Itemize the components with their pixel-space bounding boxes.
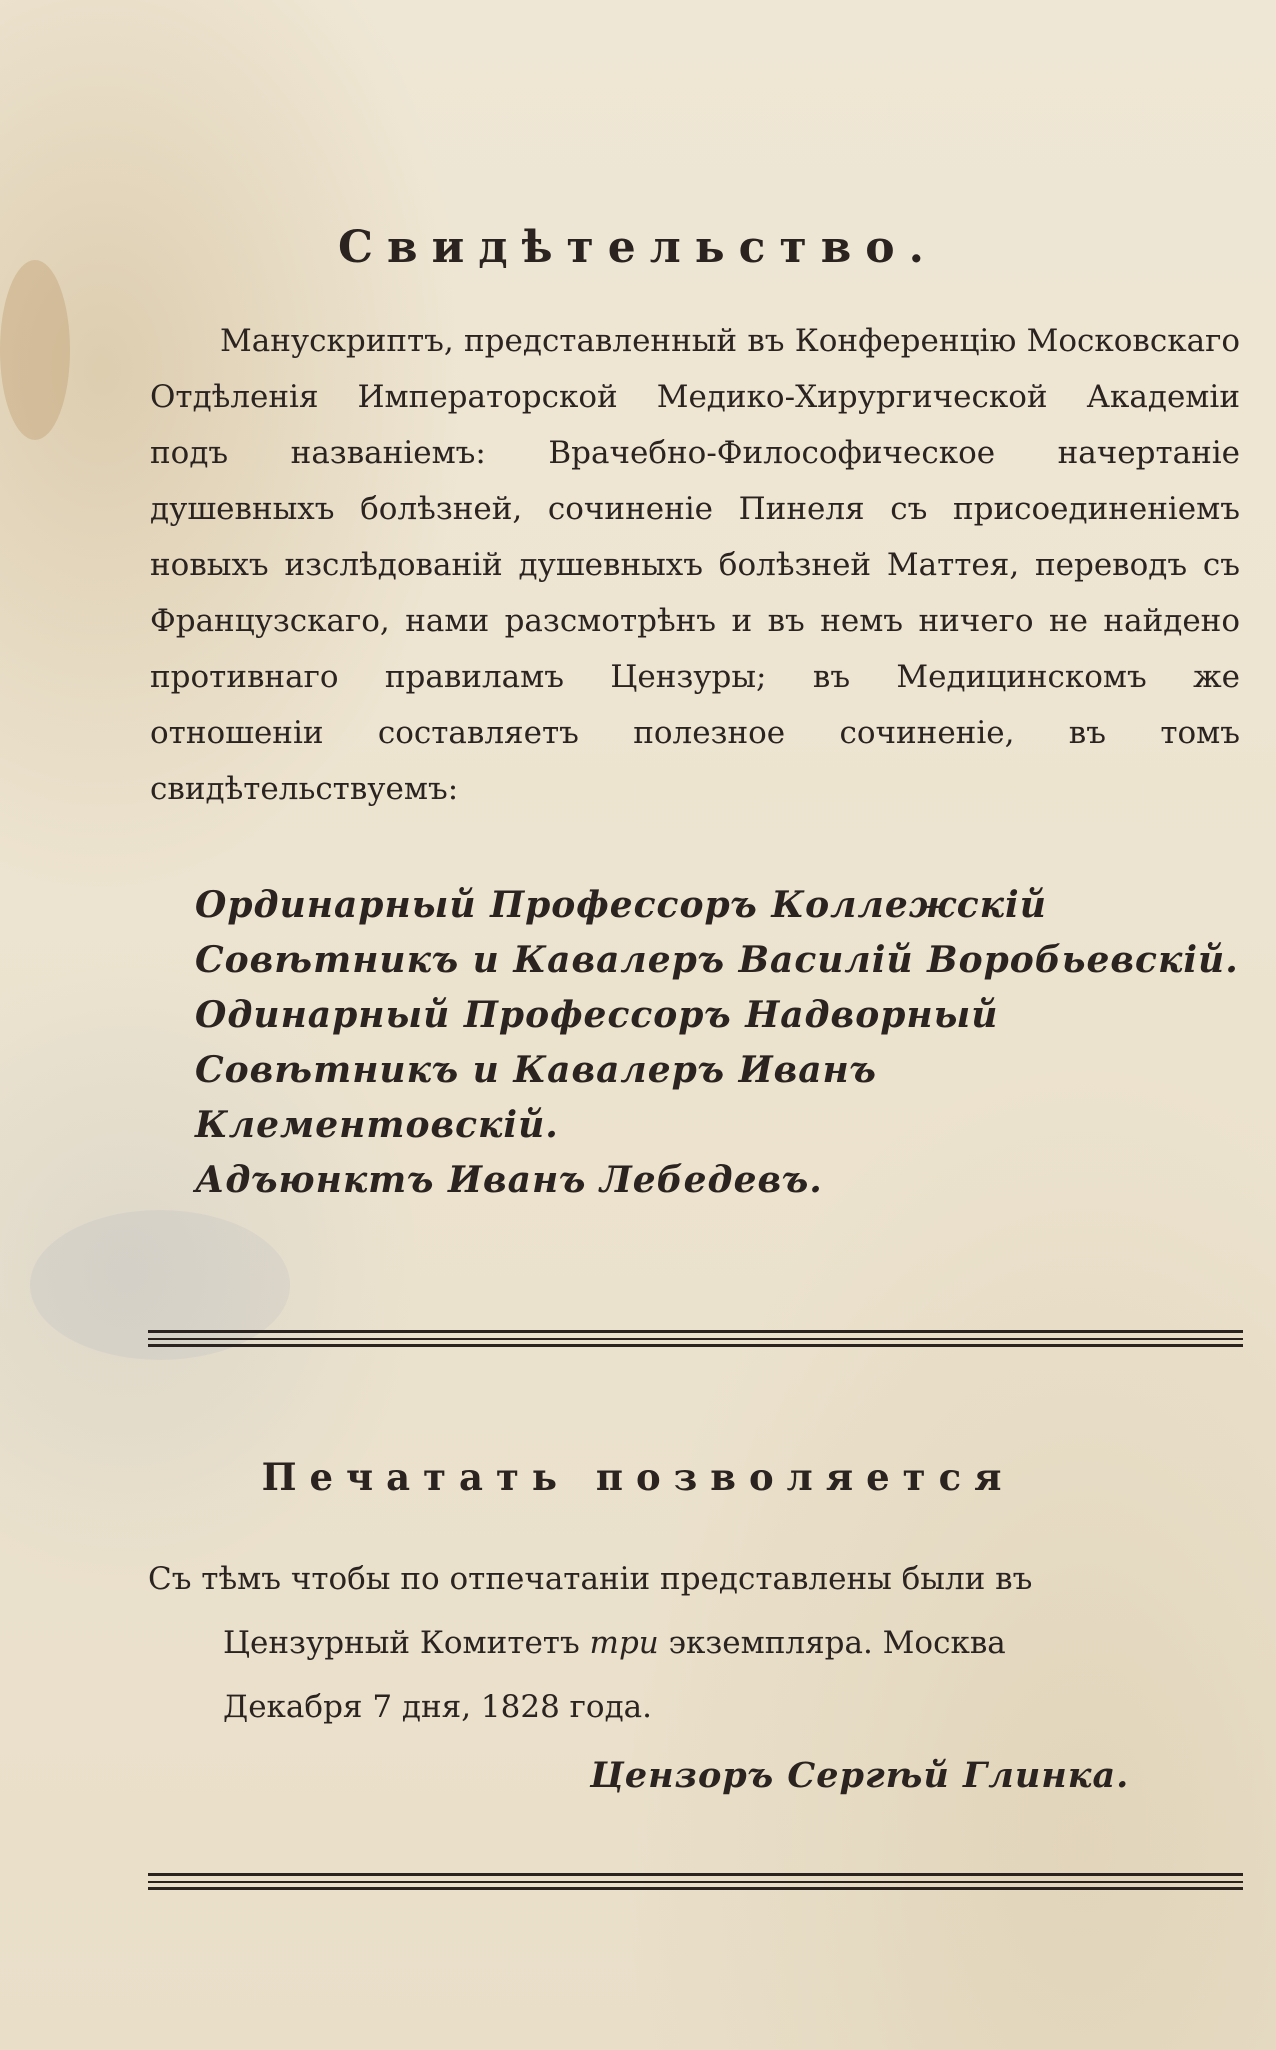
signer-entry: Одинарный Профессоръ Надворный Совѣтникъ и Кавалеръ Иванъ Клементовскій. — [195, 994, 999, 1146]
divider-rule — [148, 1873, 1243, 1893]
certificate-body-text: Манускриптъ, представленный въ Конференцію Московскаго Отдѣленія Императорской Медико-Хирургической Академіи подъ названіемъ: Врачебно-Философическое начертаніе душевныхъ болѣзней, сочиненіе Пинеля съ присоединеніемъ новыхъ изслѣдованій душевныхъ болѣзней Маттея, переводъ съ Французскаго, нами разсмотрѣнъ и въ немъ ничего не найдено противнаго правиламъ Цензуры; въ Медицинскомъ же отношеніи составляетъ полезное сочиненіе, въ томъ свидѣтельствуемъ: — [150, 323, 1240, 807]
rule-line — [148, 1873, 1243, 1876]
rule-line — [148, 1338, 1243, 1340]
rule-line — [148, 1881, 1243, 1883]
rule-line — [148, 1344, 1243, 1347]
signer-entry: Адъюнктъ Иванъ Лебедевъ. — [195, 1159, 823, 1201]
signer-entry: Ординарный Профессоръ Коллежскій Совѣтникъ и Кавалеръ Василій Воробьевскій. — [195, 884, 1239, 981]
permission-line: Декабря 7 дня, 1828 года. — [223, 1689, 652, 1725]
censor-signature: Цензоръ Сергѣй Глинка. — [590, 1755, 1130, 1796]
rule-line — [148, 1887, 1243, 1890]
rule-line — [148, 1330, 1243, 1333]
divider-rule — [148, 1330, 1243, 1350]
permission-line-part: Цензурный Комитетъ — [223, 1625, 580, 1661]
signers-list — [195, 878, 1245, 1208]
permission-line: Съ тѣмъ чтобы по отпечатаніи представлены были въ — [148, 1561, 1033, 1597]
permission-line-part: экземпляра. Москва — [668, 1625, 1006, 1661]
permission-line — [148, 1611, 1238, 1675]
paper-stain — [0, 260, 70, 440]
permission-emphasis: три — [589, 1625, 659, 1661]
certificate-body — [150, 313, 1240, 817]
certificate-title: Свидѣтельство. — [338, 222, 938, 273]
permission-heading: Печатать позволяется — [261, 1455, 1015, 1499]
permission-text — [148, 1547, 1238, 1739]
